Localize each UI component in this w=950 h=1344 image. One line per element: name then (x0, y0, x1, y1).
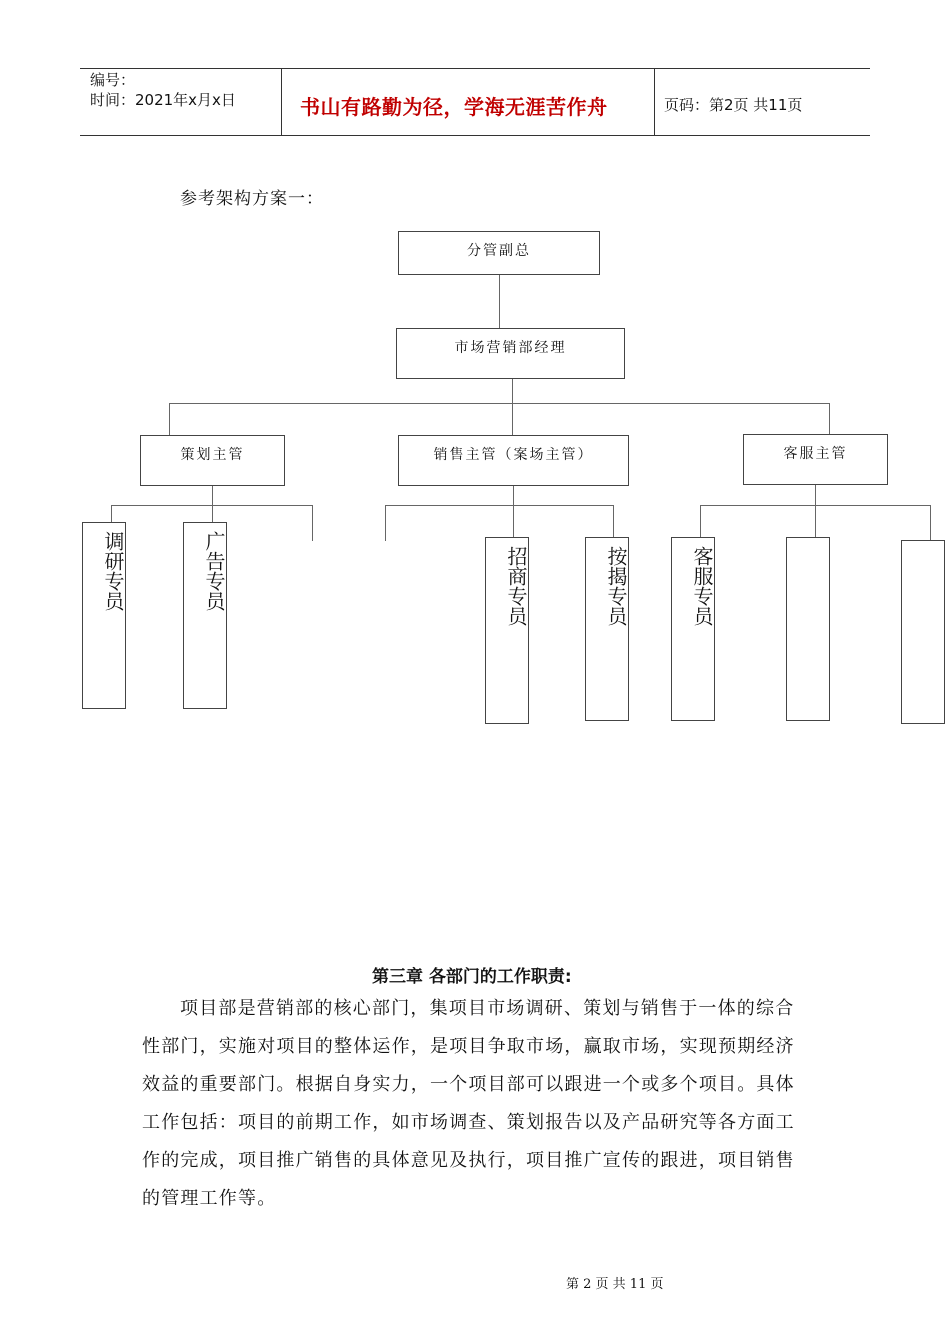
paragraph-line: 项目部是营销部的核心部门，集项目市场调研、策划与销售于一体的综合 (180, 998, 795, 1019)
paragraph-line: 性部门，实施对项目的整体运作，是项目争取市场，赢取市场，实现预期经济 (142, 1036, 795, 1057)
org-box-planning-supervisor (140, 435, 285, 486)
org-box-marketing-manager (396, 328, 625, 379)
org-label-marketing-manager: 市场营销部经理 (454, 340, 567, 356)
org-label-deputy-gm: 分管副总 (467, 243, 531, 259)
paragraph-line: 的管理工作等。 (142, 1188, 277, 1209)
connector-sales-leg-1 (385, 505, 386, 541)
body-paragraph (142, 990, 812, 1218)
org-label-ad-specialist: 广告专员 (202, 531, 226, 611)
org-label-sales-supervisor: 销售主管（案场主管） (433, 447, 594, 463)
header-motto: 书山有路勤为径，学海无涯苦作舟 (300, 95, 608, 119)
header-bottom-border (80, 135, 870, 136)
org-box-service-specialist (671, 537, 715, 721)
connector-top-manager (499, 274, 500, 329)
org-label-service-supervisor: 客服主管 (783, 446, 848, 462)
connector-planning-leg-1 (111, 505, 112, 523)
org-box-ad-specialist (183, 522, 227, 709)
connector-planning-leg-3 (312, 505, 313, 541)
org-label-planning-supervisor: 策划主管 (180, 447, 245, 463)
connector-sales-leg-2 (513, 505, 514, 538)
connector-drop-sales (512, 403, 513, 435)
paragraph-line: 工作包括：项目的前期工作，如市场调查、策划报告以及产品研究等各方面工 (142, 1112, 795, 1133)
connector-service-leg-3 (930, 505, 931, 541)
connector-sales-leg-3 (613, 505, 614, 538)
org-box-empty-1 (786, 537, 830, 721)
org-box-empty-2 (901, 540, 945, 724)
chapter-title: 第三章 各部门的工作职责: (372, 967, 572, 987)
org-label-research-specialist: 调研专员 (101, 531, 125, 611)
org-box-service-supervisor (743, 434, 888, 485)
org-box-deputy-gm (398, 231, 600, 275)
connector-service-leg-1 (700, 505, 701, 538)
header-number-label: 编号： (90, 71, 136, 89)
header-divider-right (654, 68, 655, 136)
page-footer: 第 2 页 共 11 页 (566, 1277, 664, 1292)
header-page-code: 页码：第2页 共11页 (664, 96, 803, 114)
connector-service-leg-2 (815, 505, 816, 538)
connector-planning-down (212, 485, 213, 505)
header-top-border (80, 68, 870, 69)
connector-sales-down (513, 485, 514, 505)
org-box-sales-supervisor (398, 435, 629, 486)
org-label-service-specialist: 客服专员 (690, 546, 714, 626)
connector-drop-service (829, 403, 830, 435)
connector-sales-bus (385, 505, 614, 506)
connector-supervisor-bus (169, 403, 830, 404)
org-box-leasing-specialist (485, 537, 529, 724)
section-intro: 参考架构方案一： (180, 189, 324, 209)
connector-manager-bus (512, 378, 513, 403)
paragraph-line: 作的完成，项目推广销售的具体意见及执行，项目推广宣传的跟进，项目销售 (142, 1150, 795, 1171)
org-label-mortgage-specialist: 按揭专员 (604, 546, 628, 626)
header-divider-left (281, 68, 282, 136)
connector-planning-leg-2 (212, 505, 213, 523)
connector-service-down (815, 485, 816, 505)
paragraph-line: 效益的重要部门。根据自身实力，一个项目部可以跟进一个或多个项目。具体 (142, 1074, 795, 1095)
org-box-mortgage-specialist (585, 537, 629, 721)
org-box-research-specialist (82, 522, 126, 709)
header-time-label: 时间：2021年x月x日 (90, 91, 236, 109)
org-label-leasing-specialist: 招商专员 (504, 546, 528, 626)
connector-drop-planning (169, 403, 170, 435)
